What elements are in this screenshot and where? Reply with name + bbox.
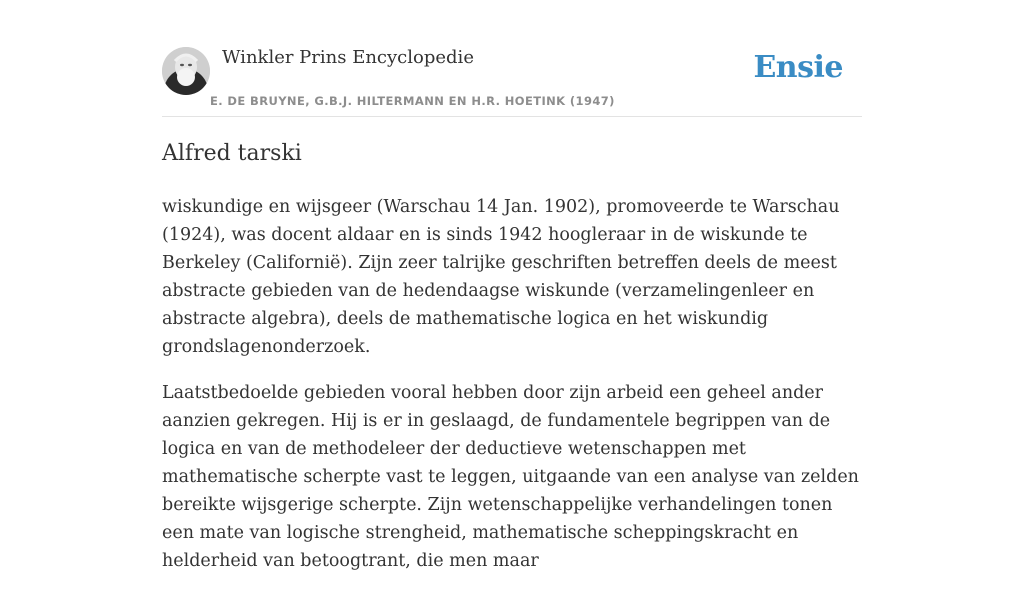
body-paragraph: wiskundige en wijsgeer (Warschau 14 Jan. 1902), promoveerde te Warschau (1924), was docent aldaar en is sinds 1942 hoogleraar in de wiskunde te Berkeley (Californië). Zijn zeer talrijke geschriften betreffen deels de meest abstracte gebieden van de hedendaagse wiskunde (verzamelingenleer en abstracte algebra), deels de mathematische logica en het wiskundig grondslagenonderzoek. (162, 197, 840, 357)
body-paragraph: Laatstbedoelde gebieden vooral hebben door zijn arbeid een geheel ander aanzien gekregen. Hij is er in geslaagd, de fundamentele begrippen van de logica en van de methodeleer der deductieve wetenschappen met mathematische scherpte vast te leggen, uitgaande van een analyse van zelden bereikte wijsgerige scherpte. Zijn wetenschappelijke verhandelingen tonen een mate van logische strengheid, mathematische scheppingskracht en helderheid van betoogtrant, die men maar (162, 383, 859, 571)
author-avatar[interactable] (162, 47, 210, 95)
ensie-logo[interactable]: Ensie (753, 50, 843, 85)
source-title-link[interactable]: Winkler Prins Encyclopedie (222, 47, 474, 68)
entry-title: Alfred tarski (162, 141, 302, 166)
portrait-icon (162, 47, 210, 95)
source-authors: E. DE BRUYNE, G.B.J. HILTERMANN EN H.R. HOETINK (1947) (210, 94, 615, 108)
article-container (162, 0, 862, 571)
source-header (162, 0, 862, 117)
entry-body (162, 193, 862, 593)
